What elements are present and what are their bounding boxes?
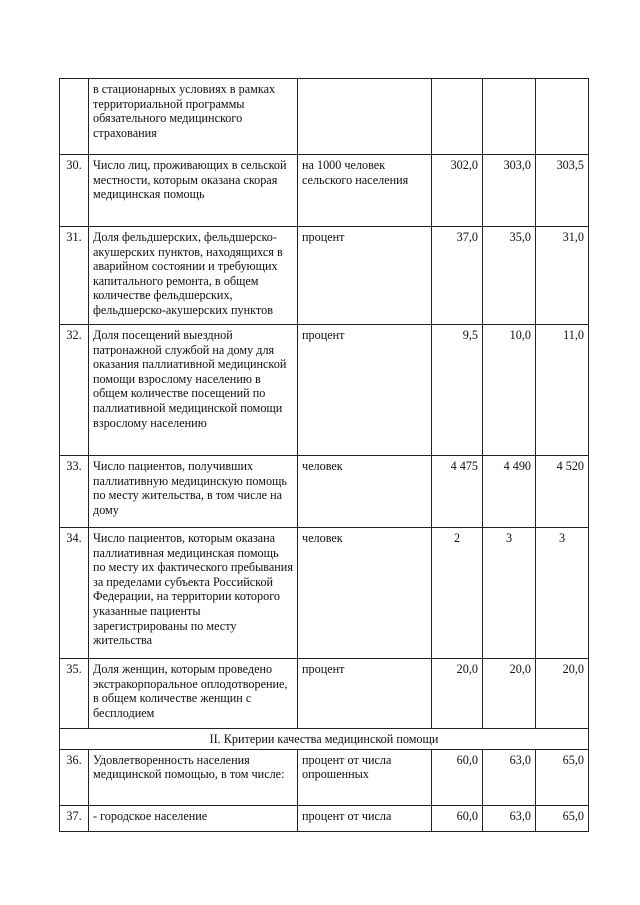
value-year-1: 37,0 xyxy=(432,227,483,325)
row-number xyxy=(60,79,89,155)
value-year-1: 9,5 xyxy=(432,325,483,456)
unit: процент от числа опрошенных xyxy=(298,749,432,805)
table-row xyxy=(60,155,589,227)
criterion-name: Доля фельдшерских, фельдшерско-акушерских пунктов, находящихся в аварийном состоянии и требующих капитального ремонта, в общем количестве фельдшерских, фельдшерско-акушерских пунктов xyxy=(89,227,298,325)
row-number: 33. xyxy=(60,456,89,528)
criterion-name: в стационарных условиях в рамках территориальной программы обязательного медицинского страхования xyxy=(89,79,298,155)
table-row xyxy=(60,456,589,528)
value-year-2: 303,0 xyxy=(483,155,536,227)
row-number: 34. xyxy=(60,528,89,659)
row-number: 37. xyxy=(60,805,89,831)
value-year-1: 302,0 xyxy=(432,155,483,227)
section-header-row xyxy=(60,729,589,750)
value-year-3 xyxy=(536,79,589,155)
criterion-name: Доля посещений выездной патронажной службой на дому для оказания паллиативной медицинской помощи взрослому населению в общем количестве посещений по паллиативной медицинской помощи взрослому населению xyxy=(89,325,298,456)
table-row xyxy=(60,227,589,325)
table-row xyxy=(60,659,589,729)
row-number: 35. xyxy=(60,659,89,729)
value-year-2: 20,0 xyxy=(483,659,536,729)
criterion-name: Число лиц, проживающих в сельской местности, которым оказана скорая медицинская помощь xyxy=(89,155,298,227)
unit: на 1000 человек сельского населения xyxy=(298,155,432,227)
value-year-1 xyxy=(432,79,483,155)
value-year-1: 4 475 xyxy=(432,456,483,528)
value-year-1: 60,0 xyxy=(432,805,483,831)
unit: процент xyxy=(298,659,432,729)
value-year-3: 31,0 xyxy=(536,227,589,325)
row-number: 32. xyxy=(60,325,89,456)
unit xyxy=(298,79,432,155)
section-title: II. Критерии качества медицинской помощи xyxy=(60,729,589,750)
value-year-3: 20,0 xyxy=(536,659,589,729)
row-number: 30. xyxy=(60,155,89,227)
value-year-2: 10,0 xyxy=(483,325,536,456)
unit: процент от числа xyxy=(298,805,432,831)
table-row xyxy=(60,749,589,805)
value-year-2: 63,0 xyxy=(483,805,536,831)
value-year-2: 63,0 xyxy=(483,749,536,805)
value-year-2: 4 490 xyxy=(483,456,536,528)
criterion-name: Число пациентов, получивших паллиативную медицинскую помощь по месту жительства, в том числе на дому xyxy=(89,456,298,528)
value-year-2 xyxy=(483,79,536,155)
value-year-2: 35,0 xyxy=(483,227,536,325)
unit: человек xyxy=(298,456,432,528)
value-year-3: 303,5 xyxy=(536,155,589,227)
value-year-1: 60,0 xyxy=(432,749,483,805)
criterion-name: Число пациентов, которым оказана паллиативная медицинская помощь по месту их фактического пребывания за пределами субъекта Российской Федерации, на территории которого указанные пациенты зарегистрированы по месту жительства xyxy=(89,528,298,659)
value-year-1: 2 xyxy=(432,528,483,659)
value-year-2: 3 xyxy=(483,528,536,659)
value-year-3: 3 xyxy=(536,528,589,659)
criterion-name: Удовлетворенность населения медицинской помощью, в том числе: xyxy=(89,749,298,805)
unit: процент xyxy=(298,227,432,325)
criterion-name: Доля женщин, которым проведено экстракорпоральное оплодотворение, в общем количестве женщин с бесплодием xyxy=(89,659,298,729)
table-row xyxy=(60,79,589,155)
value-year-1: 20,0 xyxy=(432,659,483,729)
row-number: 31. xyxy=(60,227,89,325)
table-row xyxy=(60,325,589,456)
table-row xyxy=(60,528,589,659)
value-year-3: 4 520 xyxy=(536,456,589,528)
table-row xyxy=(60,805,589,831)
row-number: 36. xyxy=(60,749,89,805)
criteria-table xyxy=(59,78,589,832)
unit: человек xyxy=(298,528,432,659)
value-year-3: 11,0 xyxy=(536,325,589,456)
unit: процент xyxy=(298,325,432,456)
criterion-name: - городское население xyxy=(89,805,298,831)
value-year-3: 65,0 xyxy=(536,805,589,831)
value-year-3: 65,0 xyxy=(536,749,589,805)
